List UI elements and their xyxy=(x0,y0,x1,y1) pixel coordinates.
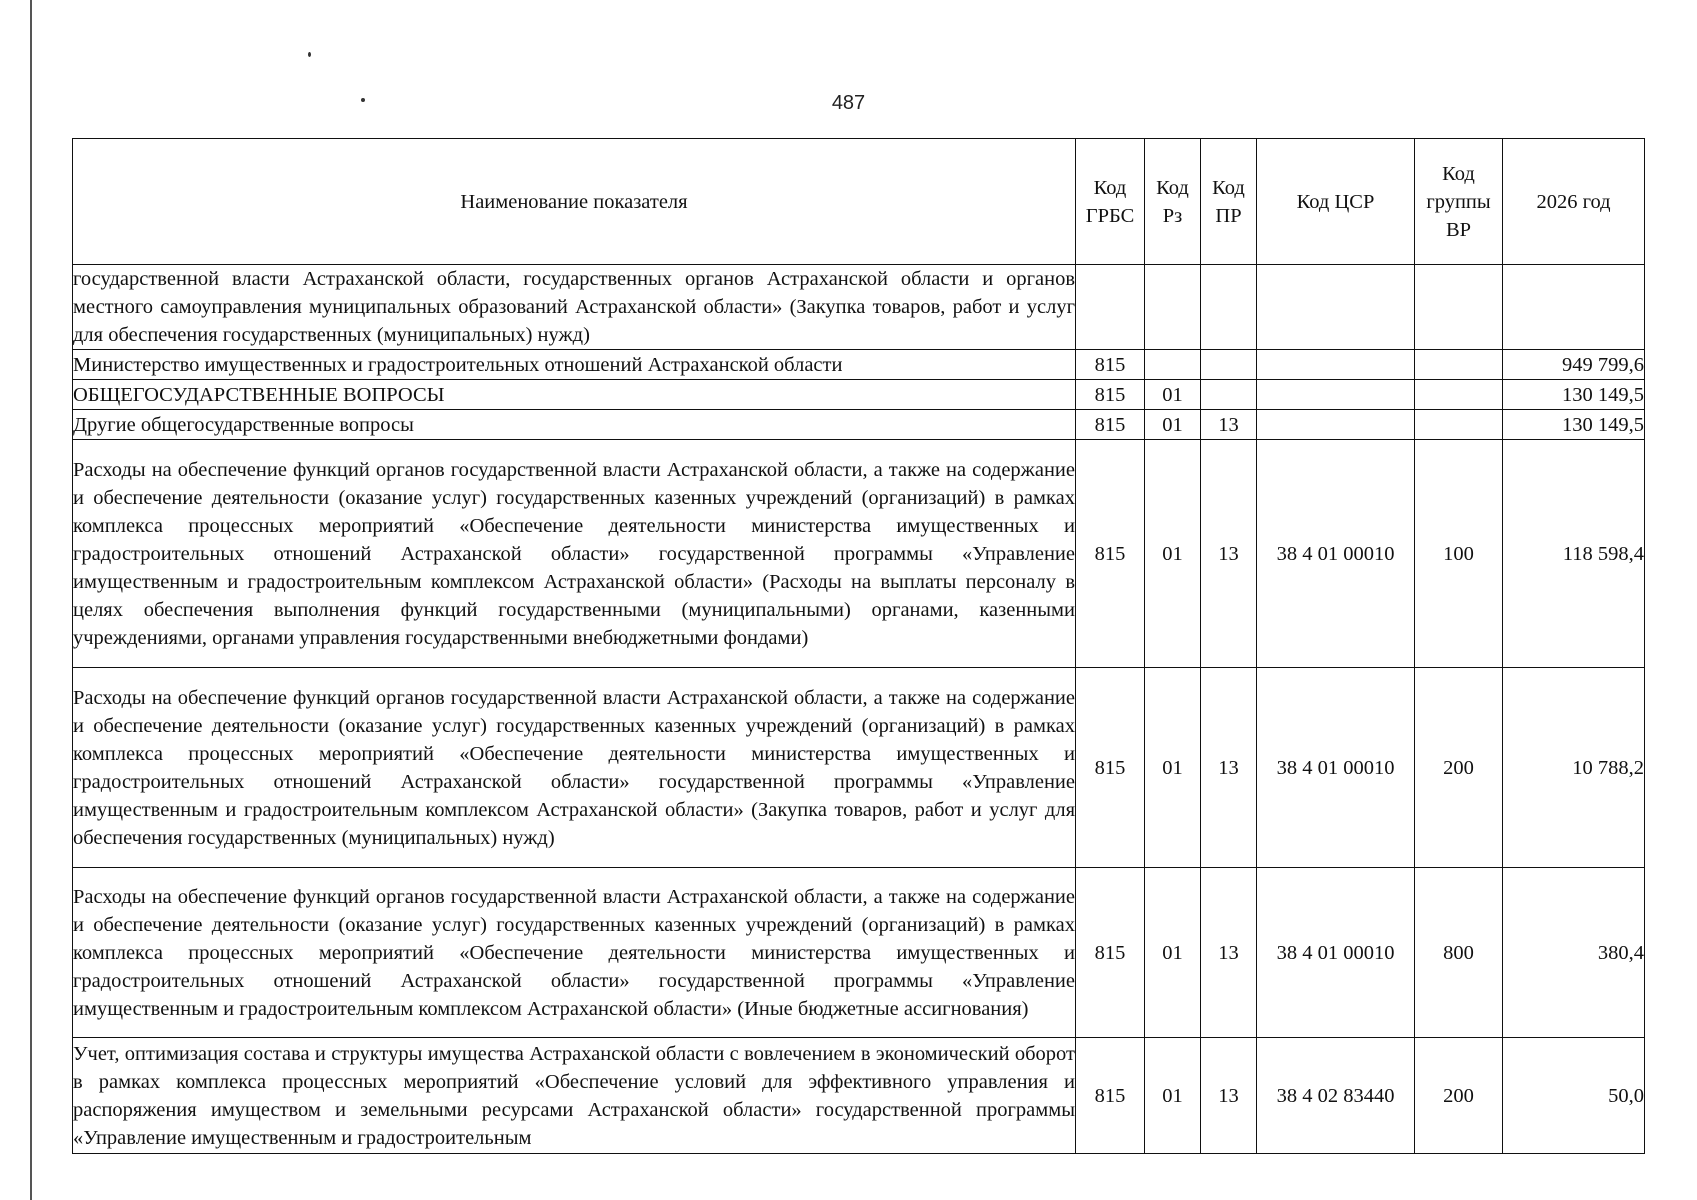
row-pr: 13 xyxy=(1201,440,1257,668)
row-value: 949 799,6 xyxy=(1503,350,1645,380)
header-csr: Код ЦСР xyxy=(1257,139,1415,265)
scan-speck xyxy=(308,52,311,57)
header-rz: Код Рз xyxy=(1145,139,1201,265)
header-vr: Код группы ВР xyxy=(1415,139,1503,265)
row-csr xyxy=(1257,265,1415,350)
table-row xyxy=(73,410,1645,440)
row-value: 118 598,4 xyxy=(1503,440,1645,668)
row-name: ОБЩЕГОСУДАРСТВЕННЫЕ ВОПРОСЫ xyxy=(73,380,1076,410)
row-value: 10 788,2 xyxy=(1503,668,1645,868)
row-grbs: 815 xyxy=(1076,350,1145,380)
row-rz: 01 xyxy=(1145,440,1201,668)
row-vr xyxy=(1415,265,1503,350)
row-vr xyxy=(1415,350,1503,380)
row-value: 130 149,5 xyxy=(1503,380,1645,410)
row-rz: 01 xyxy=(1145,1038,1201,1154)
row-pr: 13 xyxy=(1201,410,1257,440)
row-grbs xyxy=(1076,265,1145,350)
row-vr: 200 xyxy=(1415,1038,1503,1154)
row-grbs: 815 xyxy=(1076,380,1145,410)
table-row xyxy=(73,668,1645,868)
row-pr xyxy=(1201,350,1257,380)
header-grbs: Код ГРБС xyxy=(1076,139,1145,265)
table-row xyxy=(73,380,1645,410)
row-csr: 38 4 01 00010 xyxy=(1257,440,1415,668)
row-pr xyxy=(1201,265,1257,350)
row-name: Другие общегосударственные вопросы xyxy=(73,410,1076,440)
row-grbs: 815 xyxy=(1076,668,1145,868)
header-pr: Код ПР xyxy=(1201,139,1257,265)
row-rz: 01 xyxy=(1145,668,1201,868)
row-rz xyxy=(1145,350,1201,380)
row-value: 130 149,5 xyxy=(1503,410,1645,440)
row-name: государственной власти Астраханской области, государственных органов Астраханской области и органов местного самоуправления муниципальных образований Астраханской области» (Закупка товаров, работ и услуг для обеспечения государственных (муниципальных) нужд) xyxy=(73,265,1076,350)
table-row xyxy=(73,868,1645,1038)
row-vr: 100 xyxy=(1415,440,1503,668)
table-row xyxy=(73,440,1645,668)
row-name: Министерство имущественных и градостроительных отношений Астраханской области xyxy=(73,350,1076,380)
row-csr xyxy=(1257,350,1415,380)
row-rz xyxy=(1145,265,1201,350)
row-pr: 13 xyxy=(1201,668,1257,868)
row-grbs: 815 xyxy=(1076,440,1145,668)
row-grbs: 815 xyxy=(1076,410,1145,440)
row-csr: 38 4 02 83440 xyxy=(1257,1038,1415,1154)
row-pr xyxy=(1201,380,1257,410)
row-name: Учет, оптимизация состава и структуры имущества Астраханской области с вовлечением в экономический оборот в рамках комплекса процессных мероприятий «Обеспечение условий для эффективного управления и распоряжения имуществом и земельными ресурсами Астраханской области» государственной программы «Управление имущественным и градостроительным xyxy=(73,1038,1076,1154)
row-csr xyxy=(1257,380,1415,410)
row-grbs: 815 xyxy=(1076,868,1145,1038)
row-value xyxy=(1503,265,1645,350)
row-rz: 01 xyxy=(1145,868,1201,1038)
row-csr xyxy=(1257,410,1415,440)
row-value: 380,4 xyxy=(1503,868,1645,1038)
row-vr xyxy=(1415,410,1503,440)
table-row xyxy=(73,350,1645,380)
table-row xyxy=(73,265,1645,350)
row-name: Расходы на обеспечение функций органов государственной власти Астраханской области, а также на содержание и обеспечение деятельности (оказание услуг) государственных казенных учреждений (организаций) в рамках комплекса процессных мероприятий «Обеспечение деятельности министерства имущественных и градостроительных отношений Астраханской области» государственной программы «Управление имущественным и градостроительным комплексом Астраханской области» (Расходы на выплаты персоналу в целях обеспечения выполнения функций государственными (муниципальными) органами, казенными учреждениями, органами управления государственными внебюджетными фондами) xyxy=(73,440,1076,668)
row-csr: 38 4 01 00010 xyxy=(1257,868,1415,1038)
row-csr: 38 4 01 00010 xyxy=(1257,668,1415,868)
row-value: 50,0 xyxy=(1503,1038,1645,1154)
row-rz: 01 xyxy=(1145,410,1201,440)
row-vr: 800 xyxy=(1415,868,1503,1038)
row-vr xyxy=(1415,380,1503,410)
row-pr: 13 xyxy=(1201,868,1257,1038)
table-row xyxy=(73,1038,1645,1154)
header-year: 2026 год xyxy=(1503,139,1645,265)
row-vr: 200 xyxy=(1415,668,1503,868)
table-header-row xyxy=(73,139,1645,265)
page-number: 487 xyxy=(831,92,866,114)
row-rz: 01 xyxy=(1145,380,1201,410)
row-name: Расходы на обеспечение функций органов государственной власти Астраханской области, а также на содержание и обеспечение деятельности (оказание услуг) государственных казенных учреждений (организаций) в рамках комплекса процессных мероприятий «Обеспечение деятельности министерства имущественных и градостроительных отношений Астраханской области» государственной программы «Управление имущественным и градостроительным комплексом Астраханской области» (Закупка товаров, работ и услуг для обеспечения государственных (муниципальных) нужд) xyxy=(73,668,1076,868)
row-grbs: 815 xyxy=(1076,1038,1145,1154)
scan-margin-line xyxy=(30,0,32,1200)
header-name: Наименование показателя xyxy=(73,139,1076,265)
row-pr: 13 xyxy=(1201,1038,1257,1154)
budget-table xyxy=(72,138,1645,1154)
row-name: Расходы на обеспечение функций органов государственной власти Астраханской области, а также на содержание и обеспечение деятельности (оказание услуг) государственных казенных учреждений (организаций) в рамках комплекса процессных мероприятий «Обеспечение деятельности министерства имущественных и градостроительных отношений Астраханской области» государственной программы «Управление имущественным и градостроительным комплексом Астраханской области» (Иные бюджетные ассигнования) xyxy=(73,868,1076,1038)
